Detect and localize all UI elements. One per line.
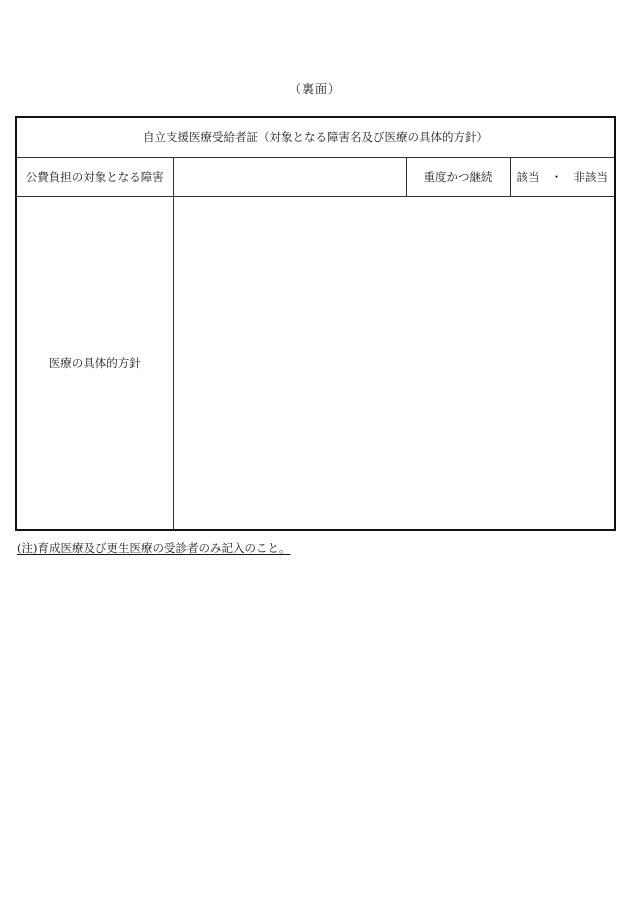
disability-row [16,157,615,196]
footnote: (注)育成医療及び更生医療の受診者のみ記入のこと。 [17,541,291,555]
not-applicable-option[interactable]: 非該当 [573,169,608,184]
disability-label: 公費負担の対象となる障害 [16,157,173,196]
form-title: 自立支援医療受給者証（対象となる障害名及び医療の具体的方針） [16,117,615,157]
disability-value-field[interactable] [173,157,406,196]
page-side-label: （裏面） [288,82,341,96]
option-separator: ・ [550,169,563,184]
certificate-form-table [15,116,616,531]
policy-label: 医療の具体的方針 [16,196,173,530]
policy-value-field[interactable] [173,196,615,530]
form-title-row [16,117,615,157]
applicable-choice[interactable] [510,157,615,196]
policy-row [16,196,615,530]
applicable-option[interactable]: 該当 [516,169,540,184]
severe-continuous-label: 重度かつ継続 [406,157,510,196]
